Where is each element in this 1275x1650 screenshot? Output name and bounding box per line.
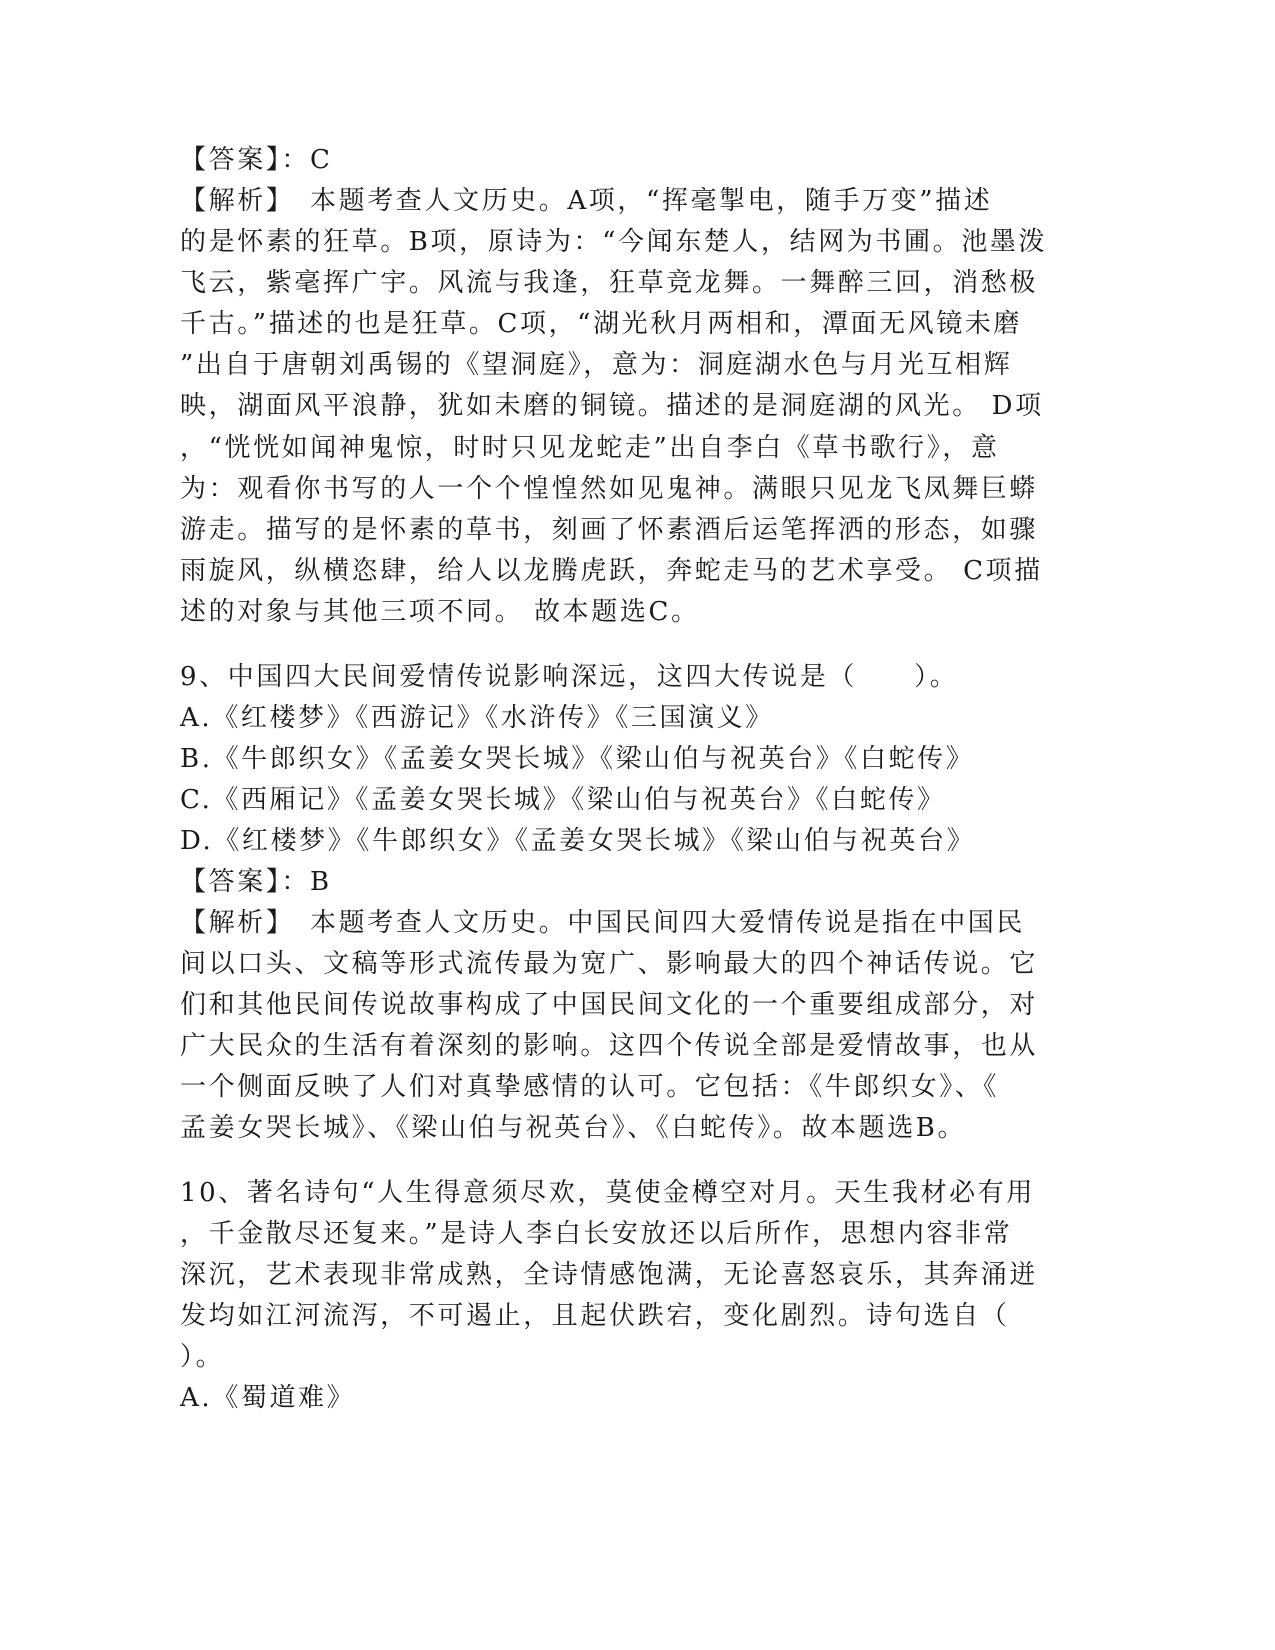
q8-analysis-line-6: 映，湖面风平浪静，犹如未磨的铜镜。描述的是洞庭湖的风光。 D项 bbox=[180, 391, 1044, 421]
q8-analysis-line-8: 为：观看你书写的人一个个惶惶然如见鬼神。满眼只见龙飞凤舞巨蟒 bbox=[180, 474, 1039, 504]
q9-option-b: B.《牛郎织女》《孟姜女哭长城》《梁山伯与祝英台》《白蛇传》 bbox=[180, 744, 975, 774]
q9-question: 9、中国四大民间爱情传说影响深远，这四大传说是（ ）。 bbox=[180, 662, 959, 692]
q8-analysis-line-1: 【解析】 本题考查人文历史。A项，“挥毫掣电，随手万变”描述 bbox=[180, 186, 993, 216]
q8-analysis-line-4: 千古。”描述的也是狂草。C项，“湖光秋月两相和，潭面无风镜未磨 bbox=[180, 309, 1023, 339]
q9-option-a: A.《红楼梦》《西游记》《水浒传》《三国演义》 bbox=[180, 703, 774, 733]
q9-analysis-line-2: 间以口头、文稿等形式流传最为宽广、影响最大的四个神话传说。它 bbox=[180, 949, 1039, 979]
q9-analysis-line-6: 孟姜女哭长城》、《梁山伯与祝英台》、《白蛇传》。故本题选B。 bbox=[180, 1113, 967, 1143]
q8-analysis-line-11: 述的对象与其他三项不同。 故本题选C。 bbox=[180, 597, 700, 627]
q8-analysis-line-2: 的是怀素的狂草。B项，原诗为：“今闻东楚人，结网为书圃。池墨泼 bbox=[180, 227, 1047, 257]
q10-question-line-4: 发均如江河流泻，不可遏止，且起伏跌宕，变化剧烈。诗句选自（ bbox=[180, 1301, 1010, 1331]
q9-answer: 【答案】：B bbox=[180, 867, 332, 897]
q8-analysis-line-5: ”出自于唐朝刘禹锡的《望洞庭》，意为：洞庭湖水色与月光互相辉 bbox=[180, 350, 1013, 380]
q8-analysis-line-7: ，“恍恍如闻神鬼惊，时时只见龙蛇走”出自李白《草书歌行》，意 bbox=[180, 433, 1000, 463]
q10-question-line-2: ，千金散尽还复来。”是诗人李白长安放还以后所作，思想内容非常 bbox=[180, 1219, 1013, 1249]
q8-analysis-line-10: 雨旋风，纵横恣肆，给人以龙腾虎跃，奔蛇走马的艺术享受。 C项描 bbox=[180, 556, 1043, 586]
q10-option-a: A.《蜀道难》 bbox=[180, 1383, 356, 1413]
q8-analysis-line-9: 游走。描写的是怀素的草书，刻画了怀素酒后运笔挥洒的形态，如骤 bbox=[180, 515, 1039, 545]
q9-analysis-line-1: 【解析】 本题考查人文历史。中国民间四大爱情传说是指在中国民 bbox=[180, 908, 1026, 938]
q9-analysis-line-3: 们和其他民间传说故事构成了中国民间文化的一个重要组成部分，对 bbox=[180, 990, 1039, 1020]
q10-question-line-1: 10、著名诗句“人生得意须尽欢，莫使金樽空对月。天生我材必有用 bbox=[180, 1178, 1035, 1208]
q10-question-line-5: ）。 bbox=[180, 1342, 225, 1372]
q9-analysis-line-4: 广大民众的生活有着深刻的影响。这四个传说全部是爱情故事，也从 bbox=[180, 1031, 1039, 1061]
q8-analysis-line-3: 飞云，紫毫挥广宇。风流与我逢，狂草竞龙舞。一舞醉三回，消愁极 bbox=[180, 268, 1039, 298]
q9-option-d: D.《红楼梦》《牛郎织女》《孟姜女哭长城》《梁山伯与祝英台》 bbox=[180, 826, 976, 856]
q10-question-line-3: 深沉，艺术表现非常成熟，全诗情感饱满，无论喜怒哀乐，其奔涌迸 bbox=[180, 1260, 1039, 1290]
q9-analysis-line-5: 一个侧面反映了人们对真挚感情的认可。它包括：《牛郎织女》、《 bbox=[180, 1072, 1000, 1102]
q9-option-c: C.《西厢记》《孟姜女哭长城》《梁山伯与祝英台》《白蛇传》 bbox=[180, 785, 946, 815]
q8-answer: 【答案】：C bbox=[180, 145, 333, 175]
